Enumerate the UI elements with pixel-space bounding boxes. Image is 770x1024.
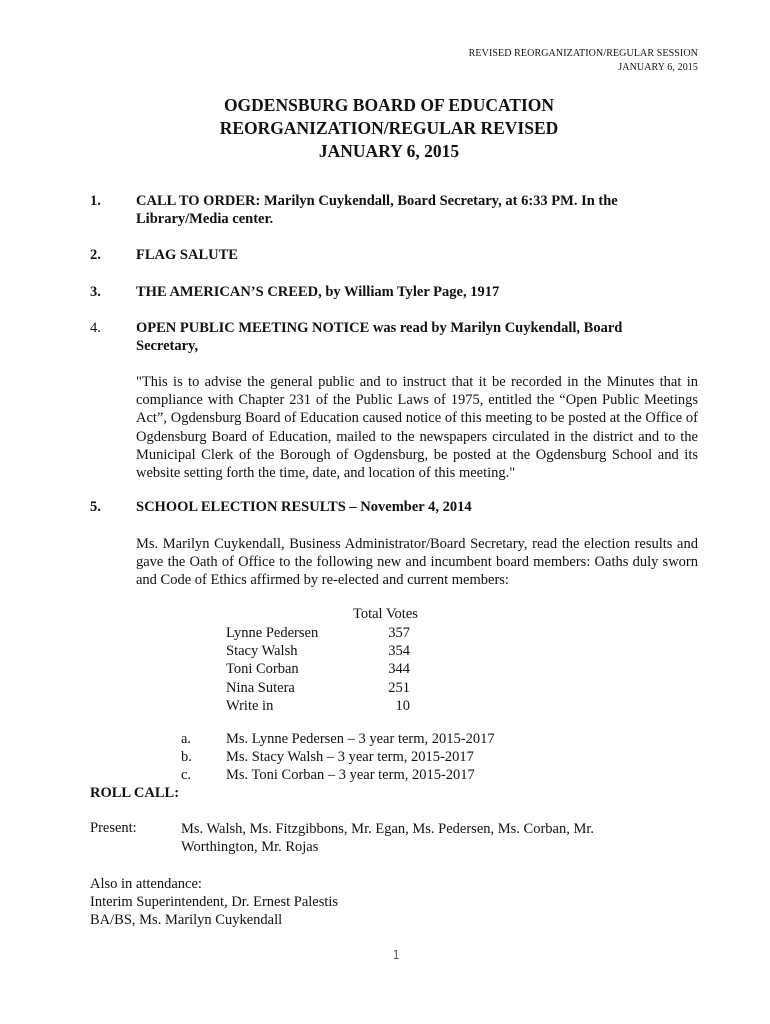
- candidate-name: Write in: [226, 697, 274, 714]
- attendance-block: [90, 875, 338, 930]
- page-number: 1: [392, 948, 400, 962]
- vote-count: 10: [395, 697, 410, 714]
- item-number: 4.: [90, 320, 101, 336]
- term-text: Ms. Toni Corban – 3 year term, 2015-2017: [226, 767, 475, 784]
- attendance-line-2: Interim Superintendent, Dr. Ernest Palestis: [90, 894, 339, 911]
- present-members: Ms. Walsh, Ms. Fitzgibbons, Mr. Egan, Ms. Pedersen, Ms. Corban, Mr. Worthington, Mr. Rojas: [181, 821, 595, 856]
- item-text: THE AMERICAN’S CREED, by William Tyler Page, 1917: [136, 284, 500, 300]
- candidate-name: Lynne Pedersen: [226, 625, 319, 641]
- term-letter: b.: [181, 749, 192, 766]
- item-number: 5.: [90, 499, 101, 515]
- term-text: Ms. Stacy Walsh – 3 year term, 2015-2017: [226, 749, 474, 766]
- item-number: 3.: [90, 284, 101, 300]
- votes-column-header: Total Votes: [353, 606, 418, 622]
- vote-count: 357: [388, 625, 410, 641]
- item-number: 2.: [90, 247, 101, 263]
- attendance-line-3: BA/BS, Ms. Marilyn Cuykendall: [90, 912, 283, 929]
- term-letter: c.: [181, 767, 192, 784]
- title-line-1: OGDENSBURG BOARD OF EDUCATION: [223, 95, 555, 115]
- title-line-3: JANUARY 6, 2015: [318, 141, 460, 161]
- term-letter: a.: [181, 731, 192, 747]
- meeting-notice-paragraph: "This is to advise the general public and to instruct that it be recorded in the Minutes that in compliance with Chapter 231 of the Public Laws of 1975, entitled the “Open Public Meetings Act”, Ogdensburg Board of Education caused notice of this meeting to be posted at the Office of Ogdensburg Board of Education, mailed to the newspapers circulated in the district and to the Municipal Clerk of the Borough of Ogdensburg, be posted at the Ogdensburg School and its website setting forth the time, date, and location of this meeting.": [136, 374, 698, 482]
- item-text: CALL TO ORDER: Marilyn Cuykendall, Board Secretary, at 6:33 PM. In the Library/Media center.: [136, 193, 618, 227]
- running-header-line-2: JANUARY 6, 2015: [618, 62, 698, 73]
- running-header-line-1: REVISED REORGANIZATION/REGULAR SESSION: [468, 48, 698, 59]
- item-text: SCHOOL ELECTION RESULTS – November 4, 2014: [136, 499, 472, 515]
- candidate-name: Toni Corban: [226, 661, 299, 678]
- vote-count: 344: [388, 661, 410, 678]
- attendance-line-1: Also in attendance:: [90, 876, 202, 892]
- candidate-name: Nina Sutera: [226, 679, 295, 696]
- candidate-name: Stacy Walsh: [226, 643, 298, 660]
- term-text: Ms. Lynne Pedersen – 3 year term, 2015-2017: [226, 731, 495, 747]
- roll-call-heading: ROLL CALL:: [90, 785, 180, 801]
- item-text: OPEN PUBLIC MEETING NOTICE was read by Marilyn Cuykendall, Board Secretary,: [136, 320, 623, 354]
- document-title: [0, 94, 770, 163]
- vote-count: 354: [388, 643, 410, 660]
- election-results-paragraph: Ms. Marilyn Cuykendall, Business Administrator/Board Secretary, read the election results and gave the Oath of Office to the following new and incumbent board members: Oaths duly sworn and Code of Ethics affirmed by re-elected and current members:: [136, 536, 698, 589]
- item-number: 1.: [90, 193, 101, 209]
- vote-count: 251: [388, 679, 410, 696]
- title-line-2: REORGANIZATION/REGULAR REVISED: [219, 118, 559, 138]
- running-header: [469, 47, 698, 75]
- item-text: FLAG SALUTE: [136, 247, 238, 263]
- present-label: Present:: [90, 820, 137, 836]
